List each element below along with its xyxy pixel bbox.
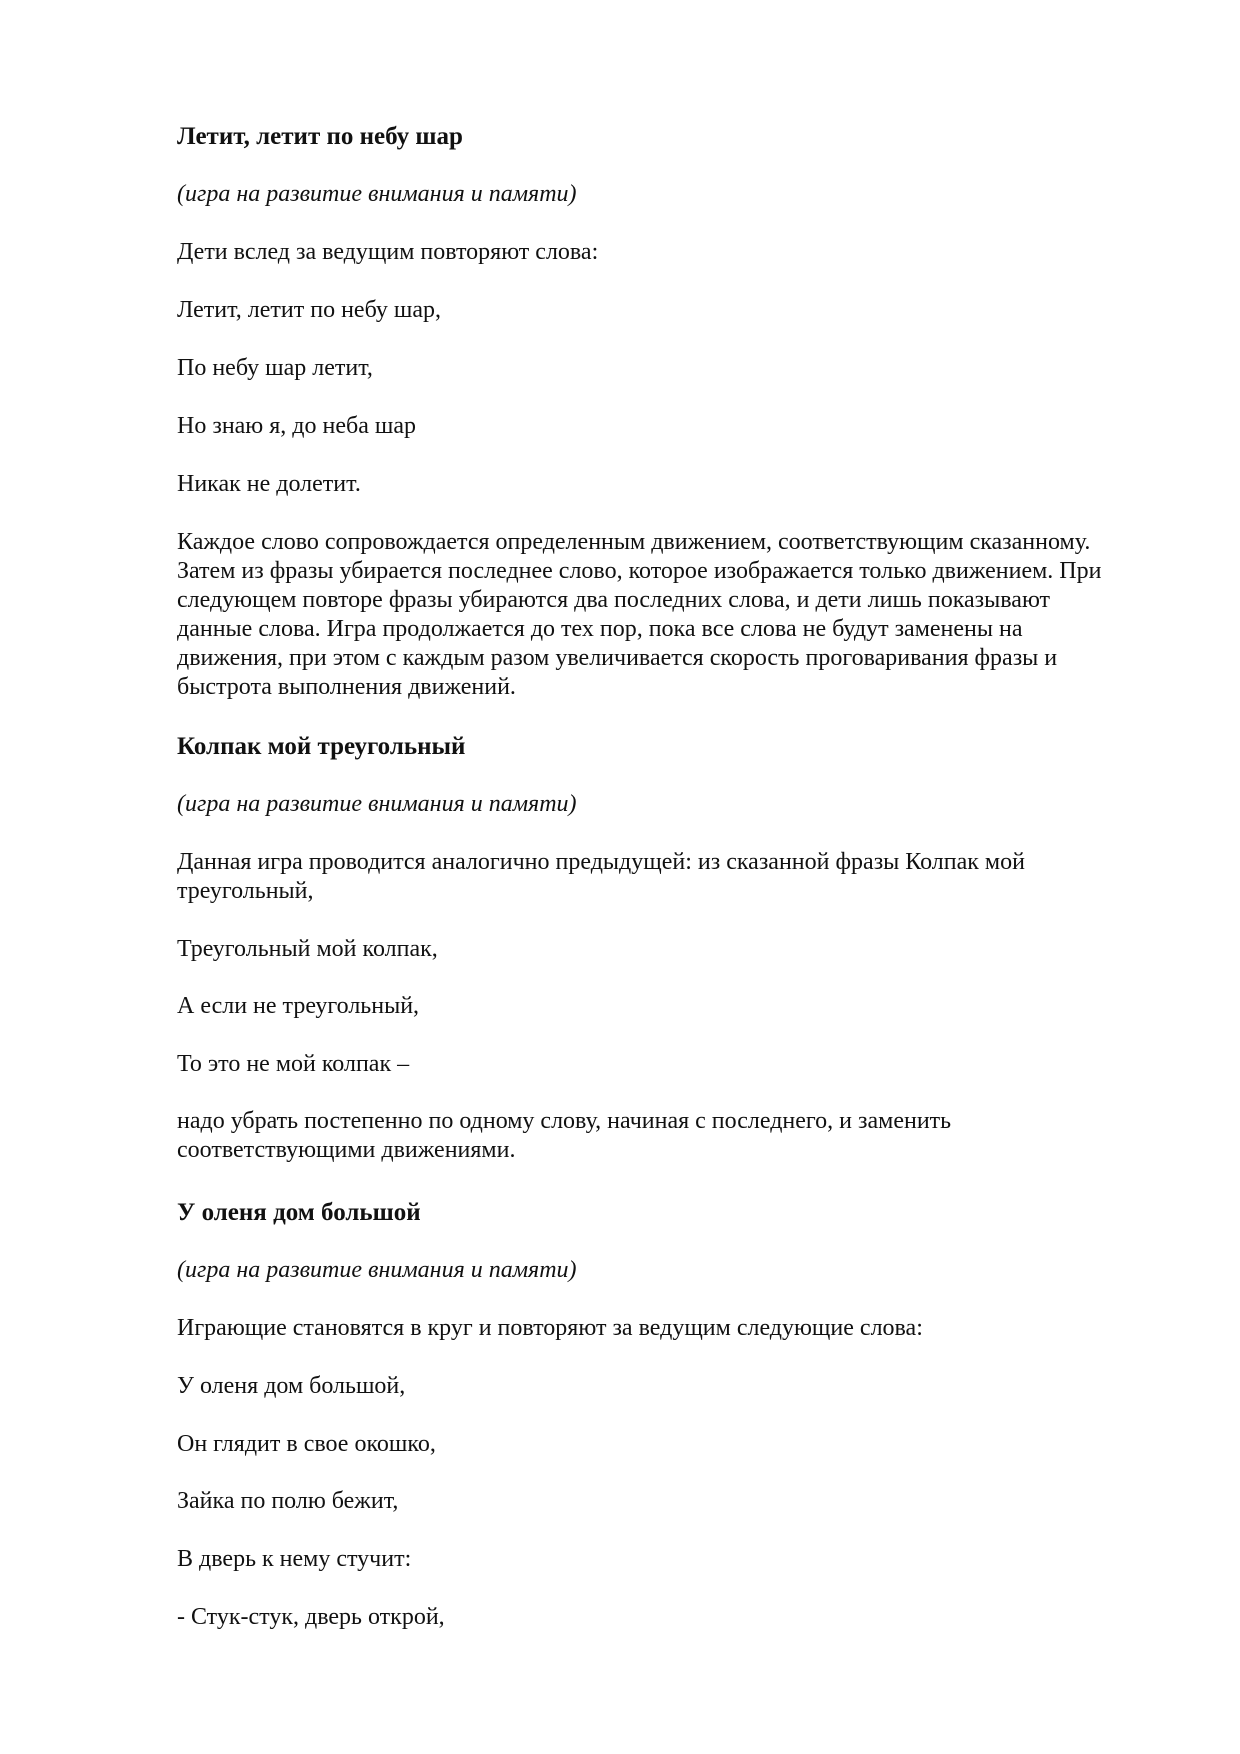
text-line: треугольный, — [177, 878, 314, 904]
text-line: надо убрать постепенно по одному слову, начиная с последнего, и заменить — [177, 1108, 952, 1134]
verse-line: А если не треугольный, — [177, 993, 420, 1019]
text-line: быстрота выполнения движений. — [177, 674, 516, 700]
verse-line: В дверь к нему стучит: — [177, 1546, 412, 1572]
description-paragraph — [177, 528, 1152, 702]
verse-line: То это не мой колпак – — [177, 1051, 410, 1077]
verse-line: Треугольный мой колпак, — [177, 936, 438, 962]
verse-line: Но знаю я, до неба шар — [177, 413, 416, 439]
intro-paragraph — [177, 848, 1152, 906]
text-line: Данная игра проводится аналогично предыдущей: из сказанной фразы Колпак мой — [177, 849, 1025, 875]
section-title: Летит, летит по небу шар — [177, 123, 463, 150]
intro-text: Играющие становятся в круг и повторяют за ведущим следующие слова: — [177, 1315, 923, 1341]
text-line: следующем повторе фразы убираются два последних слова, и дети лишь показывают — [177, 587, 1051, 613]
section-subtitle: (игра на развитие внимания и памяти) — [177, 1257, 577, 1283]
verse-line: - Стук-стук, дверь открой, — [177, 1604, 445, 1630]
verse-line: Он глядит в свое окошко, — [177, 1431, 436, 1457]
verse-line: Зайка по полю бежит, — [177, 1488, 399, 1514]
verse-line: Никак не долетит. — [177, 471, 361, 497]
description-paragraph — [177, 1107, 1152, 1165]
section-title: Колпак мой треугольный — [177, 733, 466, 760]
verse-line: Летит, летит по небу шар, — [177, 297, 441, 323]
section-subtitle: (игра на развитие внимания и памяти) — [177, 791, 577, 817]
verse-line: У оленя дом большой, — [177, 1373, 406, 1399]
section-subtitle: (игра на развитие внимания и памяти) — [177, 181, 577, 207]
text-line: соответствующими движениями. — [177, 1137, 516, 1163]
text-line: Каждое слово сопровождается определенным движением, соответствующим сказанному. — [177, 529, 1091, 555]
text-line: Затем из фразы убирается последнее слово, которое изображается только движением. При — [177, 558, 1102, 584]
intro-text: Дети вслед за ведущим повторяют слова: — [177, 239, 599, 265]
section-title: У оленя дом большой — [177, 1199, 421, 1226]
text-line: данные слова. Игра продолжается до тех пор, пока все слова не будут заменены на — [177, 616, 1023, 642]
verse-line: По небу шар летит, — [177, 355, 373, 381]
text-line: движения, при этом с каждым разом увеличивается скорость проговаривания фразы и — [177, 645, 1058, 671]
